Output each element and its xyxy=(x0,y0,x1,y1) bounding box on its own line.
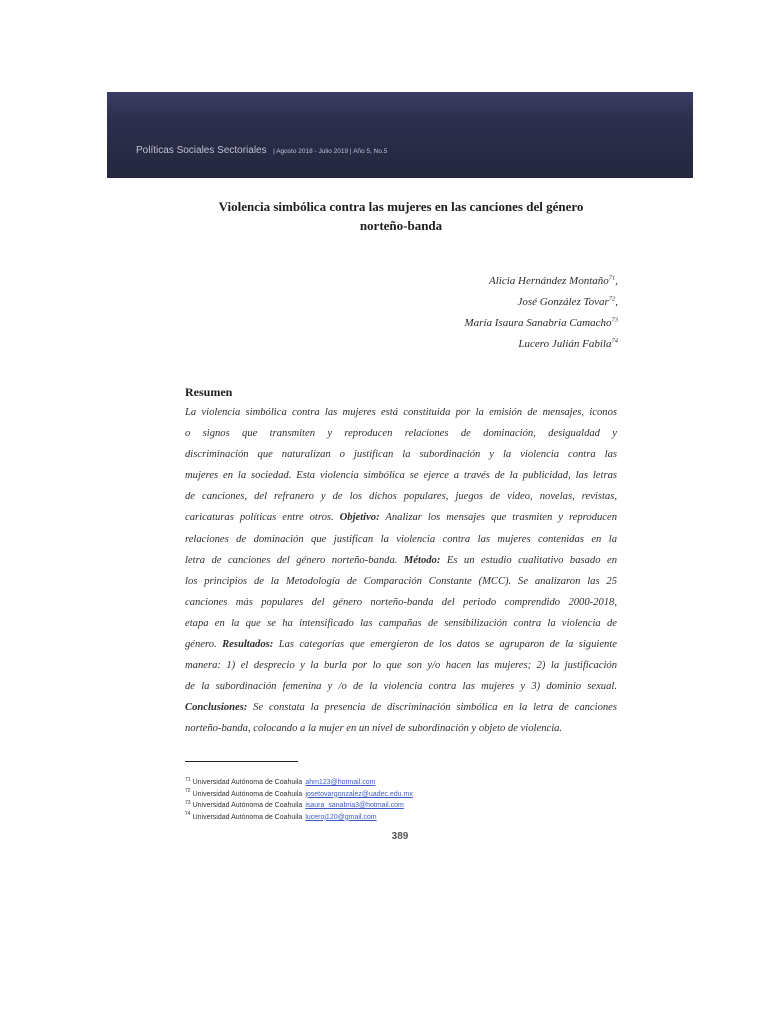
footnote-divider xyxy=(185,761,298,762)
abstract-text: de la subordinación femenina y /o de la violencia contra las mujeres y 3) dominio sexual. xyxy=(185,681,617,693)
abstract-line xyxy=(185,444,617,465)
abstract-text: manera: 1) el desprecio y la burla por lo que son y/o hacen las mujeres; 2) la justificación xyxy=(185,660,617,672)
abstract-text: o signos que transmiten y reproducen relaciones de dominación, desigualdad y xyxy=(185,428,617,440)
abstract-line xyxy=(185,465,617,486)
journal-header-text xyxy=(136,140,387,158)
abstract-line xyxy=(185,697,617,718)
abstract-text: Analizar los mensajes que trasmiten y reproducen xyxy=(379,512,617,524)
abstract-text: género. xyxy=(185,639,223,651)
abstract-line xyxy=(185,507,617,528)
footnotes xyxy=(185,777,413,823)
author-separator: , xyxy=(615,275,618,287)
article-title xyxy=(185,197,617,235)
footnote-number: 71 xyxy=(185,776,191,783)
footnote-number: 72 xyxy=(185,788,191,795)
article-title-line-2: norteño-banda xyxy=(359,218,443,233)
journal-issue-info: | Agosto 2018 - Julio 2019 | Año 5, No.5 xyxy=(273,148,388,155)
footnote-item xyxy=(185,812,413,824)
abstract-body xyxy=(185,402,617,740)
footnote-email-link[interactable]: josetovargonzalez@uadec.edu.mx xyxy=(305,790,413,798)
abstract-text: La violencia simbólica contra las mujeres está constituida por la emisión de mensajes, iconos xyxy=(185,407,617,418)
abstract-text: discriminación que naturalizan o justifican la subordinación y la violencia contra las xyxy=(185,449,617,461)
footnote-email-link[interactable]: isaura_sanabria3@hotmail.com xyxy=(305,802,404,810)
abstract-line xyxy=(185,718,617,739)
abstract-text: relaciones de dominación que justifican la violencia contra las mujeres contenidas en la xyxy=(185,533,617,545)
abstract-text: mujeres en la sociedad. Esta violencia simbólica se ejerce a través de la publicidad, las letras xyxy=(185,470,617,482)
abstract-line xyxy=(185,655,617,676)
footnote-affiliation: Universidad Autónoma de Coahuila xyxy=(192,813,303,821)
abstract-section-label: Objetivo: xyxy=(339,512,380,524)
abstract-text: Es un estudio cualitativo basado en xyxy=(440,554,617,566)
abstract-line xyxy=(185,676,617,697)
abstract-line xyxy=(185,486,617,507)
author-name: María Isaura Sanabria Camacho xyxy=(464,317,612,329)
author-list xyxy=(465,271,618,355)
footnote-item xyxy=(185,789,413,801)
journal-header-banner xyxy=(107,92,693,178)
footnote-number: 74 xyxy=(185,811,191,818)
abstract-line xyxy=(185,613,617,634)
author-name: José González Tovar xyxy=(517,296,609,308)
abstract-heading: Resumen xyxy=(185,385,233,399)
abstract-line xyxy=(185,402,617,423)
abstract-text: de canciones, del refranero y de los dichos populares, juegos de video, novelas, revistas, xyxy=(185,491,617,503)
author-entry xyxy=(465,292,618,313)
page-number: 389 xyxy=(391,831,409,842)
author-name: Alicia Hernández Montaño xyxy=(488,275,609,287)
footnote-ref[interactable]: 74 xyxy=(611,337,618,345)
author-separator: , xyxy=(615,296,618,308)
abstract-text: letra de canciones del género norteño-banda. xyxy=(185,554,404,566)
footnote-email-link[interactable]: ahm123@hotmail.com xyxy=(305,779,376,786)
abstract-line xyxy=(185,550,617,571)
abstract-text: los principios de la Metodología de Comparación Constante (MCC). Se analizaron las 25 xyxy=(185,575,617,587)
footnote-affiliation: Universidad Autónoma de Coahuila xyxy=(192,790,303,798)
abstract-text: caricaturas políticas entre otros. xyxy=(185,512,340,524)
abstract-text: Las categorías que emergieron de los datos se agruparon de la siguiente xyxy=(273,639,617,651)
abstract-section-label: Resultados: xyxy=(222,639,274,651)
abstract-line xyxy=(185,634,617,655)
abstract-text: canciones más populares del género norteño-banda del periodo comprendido 2000-2018, xyxy=(185,596,617,608)
abstract-text: norteño-banda, colocando a la mujer en un nivel de subordinación y objeto de violencia. xyxy=(185,723,563,735)
abstract-line xyxy=(185,529,617,550)
author-entry xyxy=(465,334,618,355)
footnote-email-link[interactable]: luceroj120@gmail.com xyxy=(305,813,377,821)
footnote-affiliation: Universidad Autónoma de Coahuila xyxy=(192,779,303,786)
abstract-section-label: Conclusiones: xyxy=(185,702,248,714)
abstract-line xyxy=(185,571,617,592)
footnote-number: 73 xyxy=(185,799,191,806)
abstract-text: etapa en la que se ha intensificado las campañas de sensibilización contra la violencia de xyxy=(185,617,617,629)
abstract-line xyxy=(185,592,617,613)
footnote-ref[interactable]: 73 xyxy=(611,316,618,324)
abstract-section-label: Método: xyxy=(403,554,441,566)
footnote-ref[interactable]: 72 xyxy=(608,295,616,303)
author-name: Lucero Julián Fabila xyxy=(518,338,612,350)
abstract-text: Se constata la presencia de discriminación simbólica en la letra de canciones xyxy=(247,702,617,714)
article-title-line-1: Violencia simbólica contra las mujeres en las canciones del género xyxy=(218,199,584,214)
footnote-item xyxy=(185,777,413,789)
footnote-ref[interactable]: 71 xyxy=(608,274,616,282)
abstract-line xyxy=(185,423,617,444)
author-entry xyxy=(465,271,618,292)
footnote-affiliation: Universidad Autónoma de Coahuila xyxy=(192,802,303,810)
journal-name: Políticas Sociales Sectoriales xyxy=(136,145,267,156)
author-entry xyxy=(465,313,618,334)
footnote-item xyxy=(185,800,413,812)
